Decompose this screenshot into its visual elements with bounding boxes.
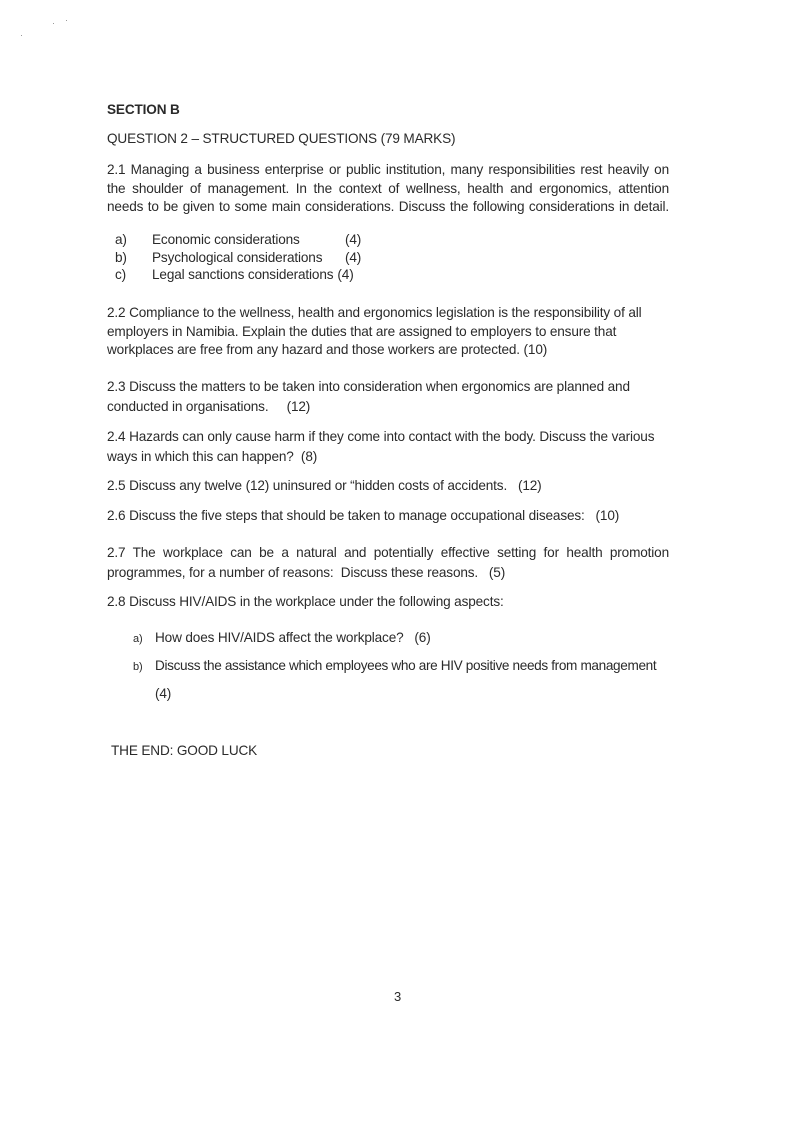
question-2-1-subitems xyxy=(115,231,361,284)
subitem-label: b) xyxy=(133,661,143,673)
subitem-label: b) xyxy=(115,249,127,265)
subitem-label: a) xyxy=(115,232,127,247)
question-2-8 xyxy=(107,593,669,612)
question-2-3-line: 2.3 Discuss the matters to be taken into consideration when ergonomics are planned and xyxy=(107,379,630,394)
subitem-legal xyxy=(115,266,361,284)
subitem-text: How does HIV/AIDS affect the workplace? (6) xyxy=(155,630,431,645)
question-2-1 xyxy=(107,161,669,217)
question-2-3-line: conducted in organisations. (12) xyxy=(107,399,311,414)
scan-speck xyxy=(66,20,67,21)
section-title: SECTION B xyxy=(107,102,180,117)
question-2-7-line: 2.7 The workplace can be a natural and potentially effective setting for health promotion xyxy=(107,545,669,560)
question-2-7-line: programmes, for a number of reasons: Discuss these reasons. (5) xyxy=(107,565,506,580)
subitem-marks: (4) xyxy=(345,232,362,247)
subitem-marks: (4) xyxy=(345,249,362,265)
subitem-hiv-assistance xyxy=(133,658,656,673)
subitem-hiv-assistance-marks xyxy=(155,686,171,701)
subitem-label: a) xyxy=(133,633,143,645)
question-2-1-line: 2.1 Managing a business enterprise or public institution, many responsibilities rest heavily on xyxy=(107,162,669,177)
question-2-4-line: 2.4 Hazards can only cause harm if they come into contact with the body. Discuss the various xyxy=(107,429,655,444)
question-2-2-line: workplaces are free from any hazard and those workers are protected. (10) xyxy=(107,342,548,357)
question-2-5-line: 2.5 Discuss any twelve (12) uninsured or “hidden costs of accidents. (12) xyxy=(107,478,542,493)
subitem-label: c) xyxy=(115,267,127,282)
scan-speck xyxy=(21,35,22,36)
subitem-hiv-effect xyxy=(133,630,431,645)
question-2-5 xyxy=(107,477,669,496)
question-2-6 xyxy=(107,507,669,526)
closing-text: THE END: GOOD LUCK xyxy=(111,743,258,758)
question-2-4-line: ways in which this can happen? (8) xyxy=(107,449,318,464)
question-2-6-line: 2.6 Discuss the five steps that should be taken to manage occupational diseases: (10) xyxy=(107,508,620,523)
subitem-text: Psychological considerations xyxy=(152,249,323,265)
subitem-text: Legal sanctions considerations xyxy=(152,267,334,282)
question-2-3 xyxy=(107,377,669,417)
question-2-2-line: employers in Namibia. Explain the duties that are assigned to employers to ensure that xyxy=(107,323,617,339)
question-2-2-line: 2.2 Compliance to the wellness, health and ergonomics legislation is the responsibility of all xyxy=(107,305,642,320)
subitem-marks: (4) xyxy=(337,267,354,282)
subitem-text: Discuss the assistance which employees who are HIV positive needs from management xyxy=(155,658,657,673)
subitem-economic xyxy=(115,231,361,249)
question-2-8-line: 2.8 Discuss HIV/AIDS in the workplace under the following aspects: xyxy=(107,594,504,609)
question-2-4 xyxy=(107,427,669,467)
question-2-7 xyxy=(107,543,669,583)
scan-speck xyxy=(53,23,54,24)
question-2-2 xyxy=(107,304,669,360)
subitem-marks: (4) xyxy=(155,686,172,701)
question-2-1-line: needs to be given to some main considerations. Discuss the following considerations in detail. xyxy=(107,199,669,214)
subitem-text: Economic considerations xyxy=(152,232,300,247)
question-heading: QUESTION 2 – STRUCTURED QUESTIONS (79 MARKS) xyxy=(107,131,456,146)
page-number: 3 xyxy=(394,989,402,1004)
question-2-1-line: the shoulder of management. In the context of wellness, health and ergonomics, attention xyxy=(107,180,669,196)
subitem-psychological xyxy=(115,249,361,267)
